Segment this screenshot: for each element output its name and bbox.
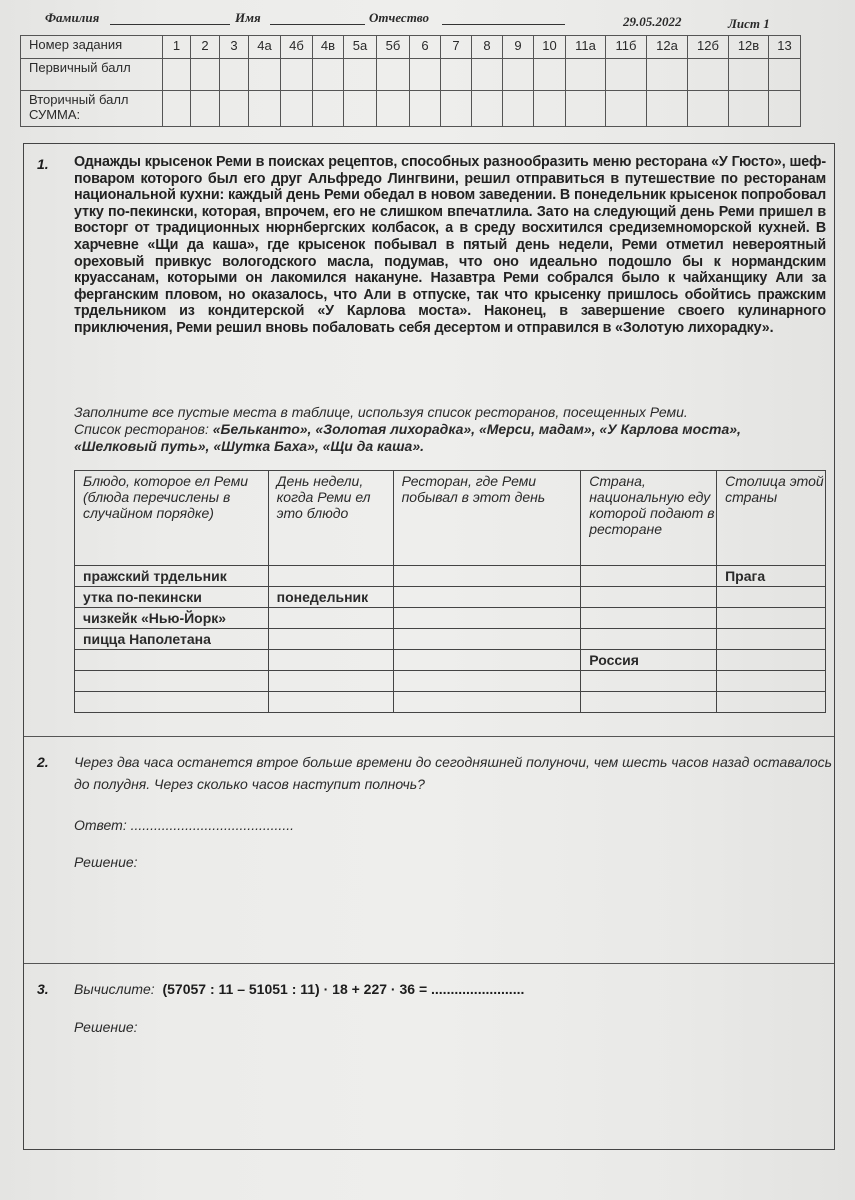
score-cell[interactable]	[647, 91, 688, 127]
task-cell: 2	[191, 36, 220, 59]
country-cell: Россия	[581, 650, 717, 671]
row-label: Первичный балл	[21, 59, 163, 91]
question-2	[24, 737, 834, 963]
capital-cell[interactable]	[717, 629, 826, 650]
task-cell: 5б	[377, 36, 410, 59]
table-row	[75, 566, 826, 587]
question-number: 2.	[37, 754, 49, 770]
solution-label: Решение:	[74, 854, 138, 870]
surname-field[interactable]	[110, 24, 230, 25]
column-header: Ресторан, где Реми побывал в этот день	[393, 471, 581, 566]
score-cell[interactable]	[191, 91, 220, 127]
table-row	[75, 650, 826, 671]
score-cell[interactable]	[534, 59, 566, 91]
patronymic-field[interactable]	[442, 24, 565, 25]
question-number: 3.	[37, 981, 49, 997]
score-cell[interactable]	[769, 59, 801, 91]
score-cell[interactable]	[606, 59, 647, 91]
task-cell: 13	[769, 36, 801, 59]
remi-table	[74, 470, 826, 713]
capital-cell[interactable]	[717, 608, 826, 629]
table-row	[75, 671, 826, 692]
score-cell[interactable]	[377, 59, 410, 91]
country-cell[interactable]	[581, 671, 717, 692]
score-cell[interactable]	[566, 59, 606, 91]
score-cell[interactable]	[344, 59, 377, 91]
dish-cell[interactable]	[75, 650, 269, 671]
score-cell[interactable]	[769, 91, 801, 127]
dish-cell: пицца Наполетана	[75, 629, 269, 650]
question-3	[24, 964, 834, 1149]
score-cell[interactable]	[503, 59, 534, 91]
math-expression: (57057 : 11 – 51051 : 11) · 18 + 227 · 36 = ........................	[162, 981, 525, 997]
day-cell: понедельник	[268, 587, 393, 608]
capital-cell[interactable]	[717, 587, 826, 608]
task-cell: 9	[503, 36, 534, 59]
restaurant-list	[74, 421, 826, 455]
country-cell[interactable]	[581, 566, 717, 587]
score-cell[interactable]	[441, 91, 472, 127]
score-cell[interactable]	[220, 59, 249, 91]
score-cell[interactable]	[566, 91, 606, 127]
country-cell[interactable]	[581, 608, 717, 629]
dish-cell[interactable]	[75, 692, 269, 713]
day-cell[interactable]	[268, 692, 393, 713]
date-text: 29.05.2022	[623, 14, 682, 29]
day-cell[interactable]	[268, 629, 393, 650]
score-cell[interactable]	[163, 91, 191, 127]
question-3-text	[74, 981, 524, 997]
task-cell: 12в	[729, 36, 769, 59]
table-row	[75, 629, 826, 650]
table-header-row	[75, 471, 826, 566]
patronymic-label: Отчество	[369, 10, 429, 25]
restaurant-cell[interactable]	[393, 671, 581, 692]
score-cell[interactable]	[220, 91, 249, 127]
task-cell: 11а	[566, 36, 606, 59]
row-label-line2: СУММА:	[29, 107, 81, 122]
column-header: Блюдо, которое ел Реми (блюда перечислены в случайном порядке)	[75, 471, 269, 566]
score-cell[interactable]	[410, 91, 441, 127]
secondary-score-row	[21, 91, 801, 127]
score-cell[interactable]	[472, 91, 503, 127]
task-cell: 10	[534, 36, 566, 59]
task-cell: 1	[163, 36, 191, 59]
score-cell[interactable]	[472, 59, 503, 91]
restaurant-cell[interactable]	[393, 650, 581, 671]
score-cell[interactable]	[410, 59, 441, 91]
question-1-instructions	[74, 404, 826, 455]
column-header: Столица этой страны	[717, 471, 826, 566]
day-cell[interactable]	[268, 608, 393, 629]
row-label: Номер задания	[21, 36, 163, 59]
answer-field[interactable]: Ответ: ..........................................	[74, 817, 294, 833]
capital-cell[interactable]	[717, 650, 826, 671]
score-cell[interactable]	[729, 59, 769, 91]
task-cell: 4а	[249, 36, 281, 59]
restaurant-cell[interactable]	[393, 587, 581, 608]
task-cell: 11б	[606, 36, 647, 59]
day-cell[interactable]	[268, 566, 393, 587]
task-cell: 12б	[688, 36, 729, 59]
score-cell[interactable]	[163, 59, 191, 91]
name-field[interactable]	[270, 24, 365, 25]
column-header: День недели, когда Реми ел это блюдо	[268, 471, 393, 566]
score-cell[interactable]	[313, 59, 344, 91]
task-cell: 4в	[313, 36, 344, 59]
restaurant-cell[interactable]	[393, 692, 581, 713]
day-cell[interactable]	[268, 650, 393, 671]
score-cell[interactable]	[344, 91, 377, 127]
score-cell[interactable]	[191, 59, 220, 91]
score-table	[20, 35, 801, 127]
task-cell: 5а	[344, 36, 377, 59]
question-1	[24, 144, 834, 736]
column-header: Страна, национальную еду которой подают в ресторане	[581, 471, 717, 566]
capital-cell[interactable]	[717, 692, 826, 713]
task-cell: 4б	[281, 36, 313, 59]
score-cell[interactable]	[534, 91, 566, 127]
score-cell[interactable]	[281, 59, 313, 91]
task-cell: 12а	[647, 36, 688, 59]
restaurant-cell[interactable]	[393, 566, 581, 587]
restaurant-cell[interactable]	[393, 629, 581, 650]
capital-cell[interactable]	[717, 671, 826, 692]
country-cell[interactable]	[581, 692, 717, 713]
tasks-frame	[23, 143, 835, 1150]
task-cell: 7	[441, 36, 472, 59]
task-cell: 6	[410, 36, 441, 59]
surname-label: Фамилия	[45, 10, 100, 25]
dish-cell: пражский трдельник	[75, 566, 269, 587]
score-cell[interactable]	[647, 59, 688, 91]
student-info-line	[45, 8, 855, 30]
task-cell: 3	[220, 36, 249, 59]
dish-cell[interactable]	[75, 671, 269, 692]
instruction-text: Заполните все пустые места в таблице, используя список ресторанов, посещенных Реми.	[74, 404, 688, 420]
list-values: «Бельканто», «Золотая лихорадка», «Мерси, мадам», «У Карлова моста», «Шелковый путь», «Шутка Баха», «Щи да каша».	[74, 421, 741, 454]
score-cell[interactable]	[441, 59, 472, 91]
task-cell: 8	[472, 36, 503, 59]
restaurant-cell[interactable]	[393, 608, 581, 629]
score-cell[interactable]	[249, 91, 281, 127]
table-row	[75, 608, 826, 629]
score-cell[interactable]	[688, 91, 729, 127]
row-label-line1: Вторичный балл	[29, 92, 129, 107]
row-label	[21, 91, 163, 127]
question-number: 1.	[37, 156, 49, 172]
country-cell[interactable]	[581, 629, 717, 650]
list-label: Список ресторанов:	[74, 421, 209, 437]
country-cell[interactable]	[581, 587, 717, 608]
question-2-text: Через два часа останется втрое больше времени до сегодняшней полуночи, чем шесть часов назад оставалось до полудня. Через сколько часов наступит полночь?	[74, 754, 833, 792]
score-cell[interactable]	[281, 91, 313, 127]
name-label: Имя	[235, 10, 261, 25]
compute-prompt: Вычислите:	[74, 981, 155, 997]
score-cell[interactable]	[377, 91, 410, 127]
score-cell[interactable]	[606, 91, 647, 127]
sheet-label: Лист 1	[728, 16, 770, 31]
primary-score-row	[21, 59, 801, 91]
table-row	[75, 587, 826, 608]
solution-label: Решение:	[74, 1019, 138, 1035]
capital-cell: Прага	[717, 566, 826, 587]
score-cell[interactable]	[313, 91, 344, 127]
score-cell[interactable]	[503, 91, 534, 127]
task-number-row	[21, 36, 801, 59]
table-row	[75, 692, 826, 713]
score-cell[interactable]	[688, 59, 729, 91]
score-cell[interactable]	[729, 91, 769, 127]
question-1-text: Однажды крысенок Реми в поисках рецептов, способных разнообразить меню ресторана «У Гюсто», шеф-поваром которого был его друг Альфредо Лингвини, решил отправиться в путешествие по ресторанам национальной кухни: каждый день Реми обедал в новом заведении. В понедельник крысенок попробовал утку по-пекински, которая, впрочем, его не слишком впечатлила. Зато на следующий день Реми пришел в восторг от традиционных нюрнбергских колбасок, а в среду восхитился средиземноморской кухней. В харчевне «Щи да каша», где крысенок побывал в пятый день недели, Реми отметил невероятный ореховый привкус вологодского масла, подумав, что оно идеально подошло бы к нормандским круассанам, которыми он лакомился накануне. Назавтра Реми собрался было к чайханщику Али за ферганским пловом, но оказалось, что Али в отпуске, так что крысенку пришлось обойтись пражским трдельником из кондитерской «У Карлова моста». Наконец, в завершение своего кулинарного приключения, Реми решил вновь побаловать себя десертом и отправился в «Золотую лихорадку».	[74, 154, 826, 336]
dish-cell: утка по-пекински	[75, 587, 269, 608]
day-cell[interactable]	[268, 671, 393, 692]
dish-cell: чизкейк «Нью-Йорк»	[75, 608, 269, 629]
score-cell[interactable]	[249, 59, 281, 91]
